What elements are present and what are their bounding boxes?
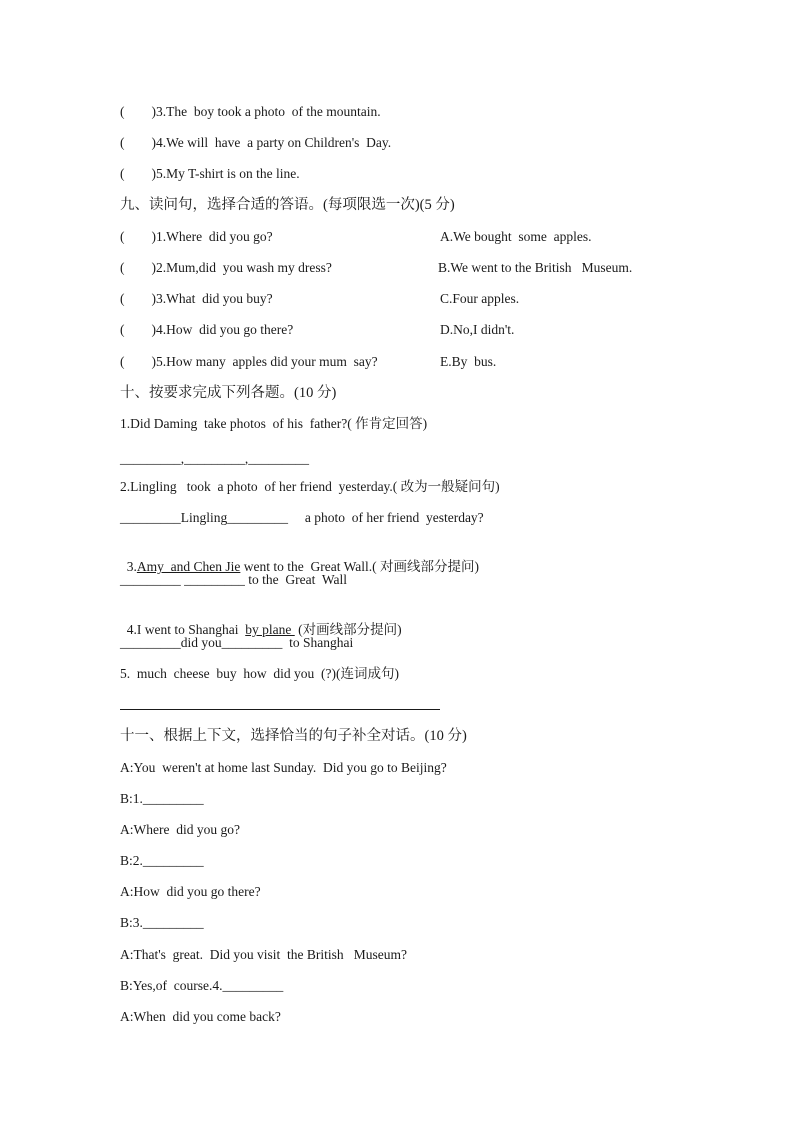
dialogue-line: B:3._________ [120, 915, 204, 930]
question-line: 1.Did Daming take photos of his father?( 作肯定回答) [120, 416, 428, 431]
matching-answer: B.We went to the British Museum. [438, 260, 633, 275]
matching-answer: E.By bus. [440, 354, 497, 369]
dialogue-line: A:How did you go there? [120, 884, 261, 899]
question-number: 3. [126, 559, 137, 574]
matching-question: ( )2.Mum,did you wash my dress? [120, 260, 332, 275]
question-text: 4.I went to Shanghai [126, 622, 246, 637]
matching-question: ( )4.How did you go there? [120, 322, 294, 337]
dialogue-line: A:Where did you go? [120, 822, 240, 837]
matching-answer: A.We bought some apples. [440, 229, 592, 244]
question-line: ( )3.The boy took a photo of the mountain. [120, 104, 381, 119]
matching-answer: D.No,I didn't. [440, 322, 515, 337]
answer-rule [120, 709, 440, 710]
matching-question: ( )1.Where did you go? [120, 229, 273, 244]
answer-blank: _________ _________ to the Great Wall [120, 572, 348, 587]
underlined-phrase: by plane [245, 622, 295, 637]
question-line: ( )5.My T-shirt is on the line. [120, 166, 300, 181]
dialogue-line: B:2._________ [120, 853, 204, 868]
answer-blank: _________did you_________ to Shanghai [120, 635, 354, 650]
question-text: went to the Great Wall.( 对画线部分提问) [240, 559, 479, 574]
dialogue-line: B:1._________ [120, 791, 204, 806]
section-heading: 十、按要求完成下列各题。(10 分) [120, 385, 337, 401]
question-line: 5. much cheese buy how did you (?)(连词成句) [120, 666, 399, 681]
answer-blank: _________,_________,_________ [120, 451, 309, 466]
answer-blank: _________Lingling_________ a photo of her friend yesterday? [120, 510, 484, 525]
section-heading: 九、读问句，选择合适的答语。(每项限选一次)(5 分) [120, 197, 455, 213]
dialogue-line: A:When did you come back? [120, 1009, 281, 1024]
matching-answer: C.Four apples. [440, 291, 520, 306]
question-line: ( )4.We will have a party on Children's Day. [120, 135, 392, 150]
matching-question: ( )3.What did you buy? [120, 291, 273, 306]
underlined-phrase: Amy and Chen Jie [136, 559, 241, 574]
dialogue-line: A:That's great. Did you visit the British Museum? [120, 947, 408, 962]
section-heading: 十一、根据上下文，选择恰当的句子补全对话。(10 分) [120, 728, 467, 744]
question-line: 2.Lingling took a photo of her friend yesterday.( 改为一般疑问句) [120, 479, 500, 494]
dialogue-line: B:Yes,of course.4._________ [120, 978, 284, 993]
question-text: (对画线部分提问) [294, 622, 402, 637]
dialogue-line: A:You weren't at home last Sunday. Did you go to Beijing? [120, 760, 447, 775]
matching-question: ( )5.How many apples did your mum say? [120, 354, 378, 369]
